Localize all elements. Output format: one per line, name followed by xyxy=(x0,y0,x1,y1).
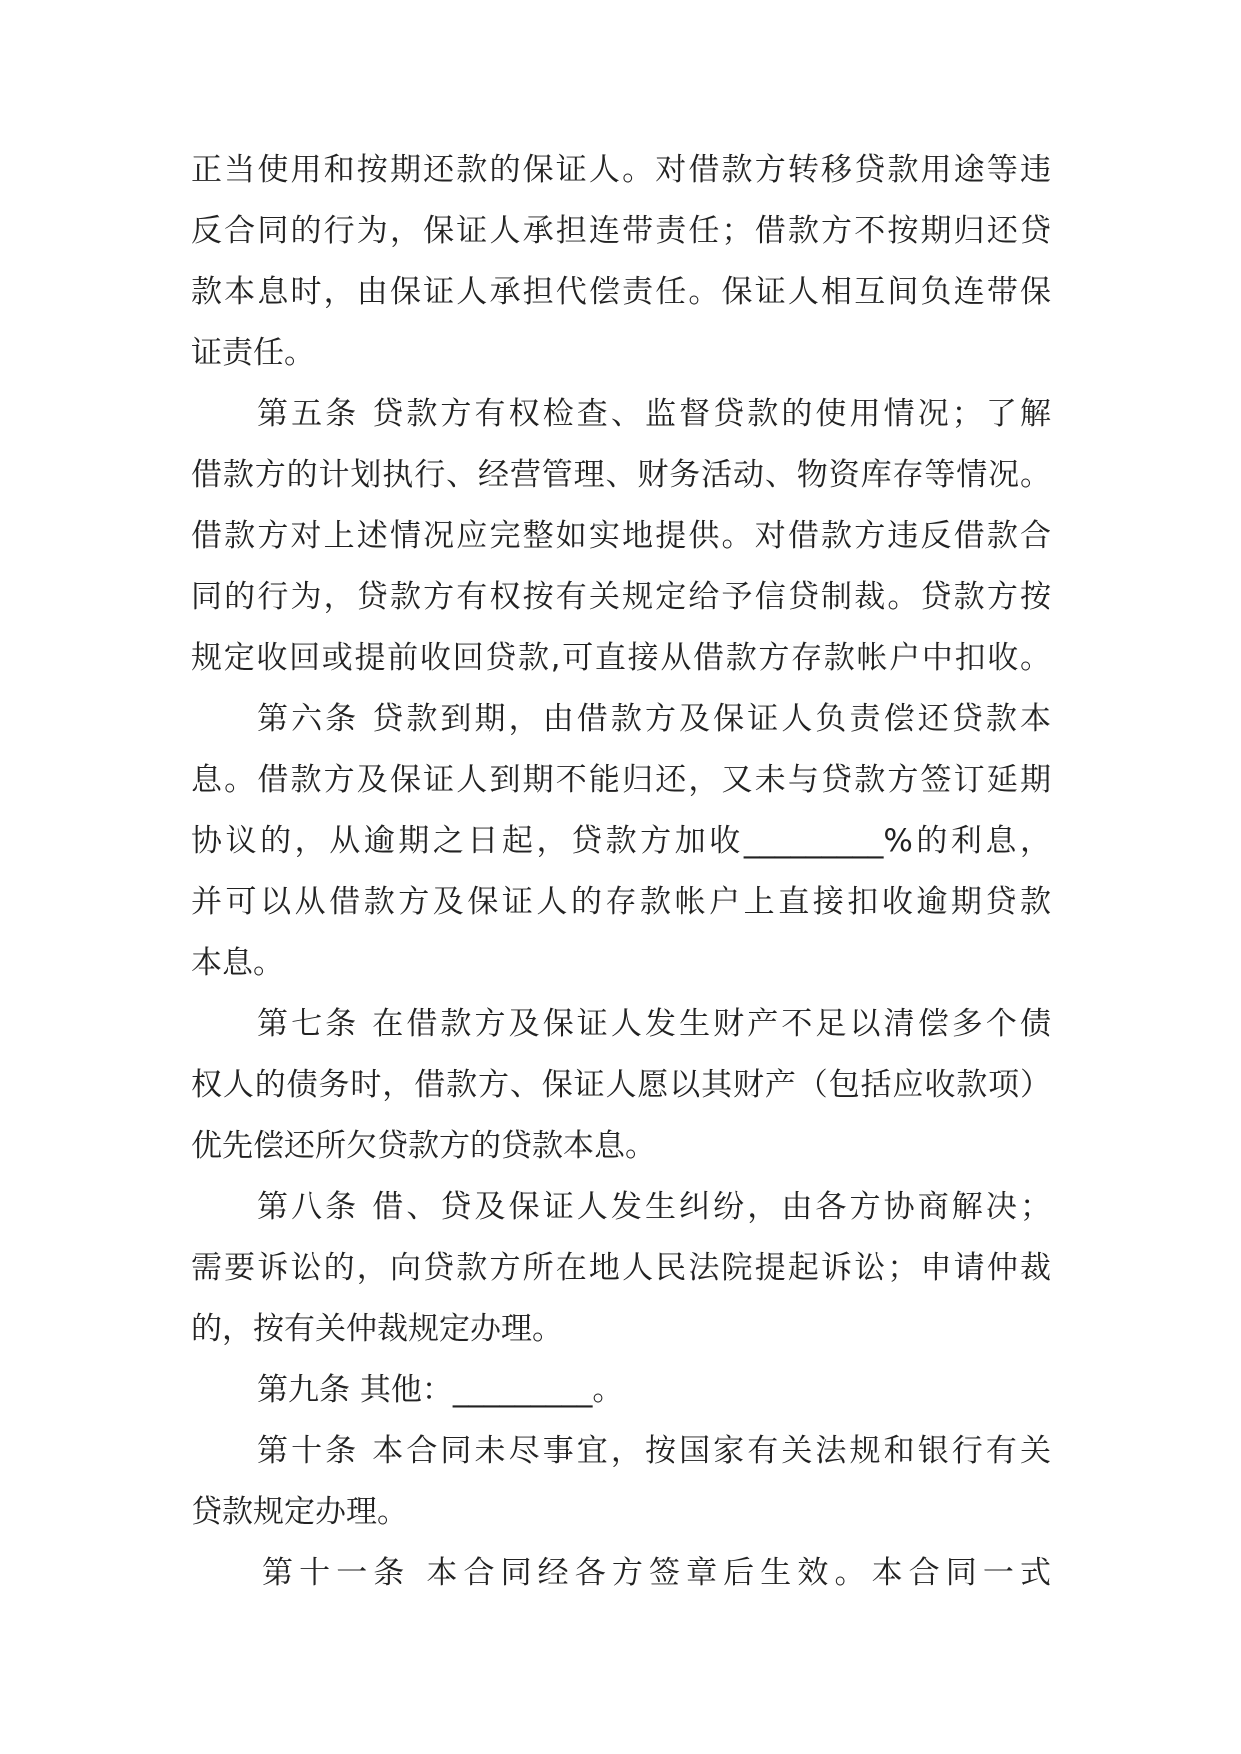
text-line: 借款方的计划执行、经营管理、财务活动、物资库存等情况。 xyxy=(191,457,1051,493)
clause-heading-line: 第十条 本合同未尽事宜，按国家有关法规和银行有关 xyxy=(257,1433,1051,1469)
text-line: 贷款规定办理。 xyxy=(191,1494,408,1530)
text-line: 借款方对上述情况应完整如实地提供。对借款方违反借款合 xyxy=(191,518,1051,554)
clause-heading-line: 第九条 其他：_________。 xyxy=(257,1372,624,1408)
text-line: 息。借款方及保证人到期不能归还，又未与贷款方签订延期 xyxy=(191,762,1051,798)
text-line: 权人的债务时，借款方、保证人愿以其财产（包括应收款项） xyxy=(191,1067,1051,1103)
text-line: 证责任。 xyxy=(191,335,315,371)
text-line: 同的行为，贷款方有权按有关规定给予信贷制裁。贷款方按 xyxy=(191,579,1051,615)
text-line: 本息。 xyxy=(191,945,284,981)
text-line: 正当使用和按期还款的保证人。对借款方转移贷款用途等违 xyxy=(191,152,1051,188)
text-line: 需要诉讼的，向贷款方所在地人民法院提起诉讼；申请仲裁 xyxy=(191,1250,1051,1286)
text-line: 并可以从借款方及保证人的存款帐户上直接扣收逾期贷款 xyxy=(191,884,1051,920)
text-line: 的，按有关仲裁规定办理。 xyxy=(191,1311,563,1347)
text-line: 协议的，从逾期之日起，贷款方加收_________%的利息， xyxy=(191,823,1051,859)
text-line: 反合同的行为，保证人承担连带责任；借款方不按期归还贷 xyxy=(191,213,1051,249)
clause-heading-line: 第八条 借、贷及保证人发生纠纷，由各方协商解决； xyxy=(257,1189,1051,1225)
text-line: 规定收回或提前收回贷款,可直接从借款方存款帐户中扣收。 xyxy=(191,640,1051,676)
clause-heading-line: 第十一条 本合同经各方签章后生效。本合同一式 xyxy=(262,1555,1051,1591)
text-line: 款本息时，由保证人承担代偿责任。保证人相互间负连带保 xyxy=(191,274,1051,310)
text-line: 优先偿还所欠贷款方的贷款本息。 xyxy=(191,1128,656,1164)
clause-heading-line: 第五条 贷款方有权检查、监督贷款的使用情况；了解 xyxy=(257,396,1051,432)
clause-heading-line: 第七条 在借款方及保证人发生财产不足以清偿多个债 xyxy=(257,1006,1051,1042)
clause-heading-line: 第六条 贷款到期，由借款方及保证人负责偿还贷款本 xyxy=(257,701,1051,737)
